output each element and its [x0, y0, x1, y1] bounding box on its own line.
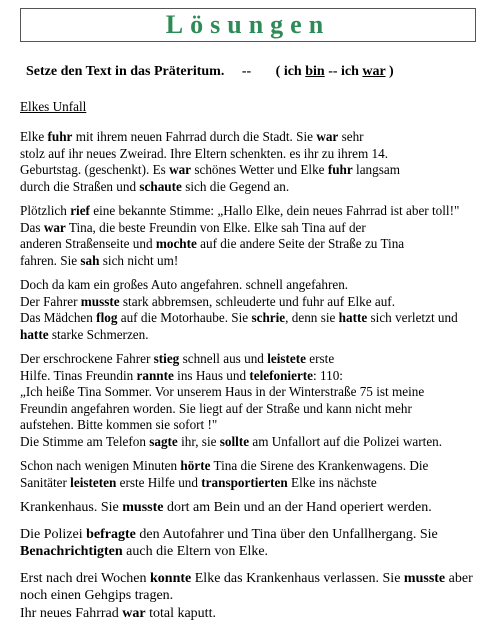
text-segment: Elke	[20, 129, 48, 144]
verb-solution: sah	[80, 252, 100, 268]
story-paragraph	[20, 203, 490, 269]
text-segment: schnell aus und	[179, 351, 268, 366]
instruction-bin: bin	[305, 64, 325, 79]
verb-solution: sagte	[149, 433, 178, 449]
story-paragraph	[20, 351, 490, 450]
text-line	[20, 401, 490, 418]
text-segment: Doch da kam ein großes Auto angefahren. schnell angefahren.	[20, 277, 349, 292]
verb-solution: leisteten	[70, 474, 117, 490]
text-segment: Krankenhaus. Sie	[20, 500, 123, 515]
text-segment: Hilfe. Tinas Freundin	[20, 367, 137, 383]
story-paragraph	[20, 499, 490, 517]
verb-solution: fuhr	[327, 162, 353, 177]
text-line	[20, 277, 490, 294]
text-segment: fahren. Sie	[20, 252, 81, 268]
text-segment: „Ich heiße Tina Sommer. Vor unserem Haus in der Winterstraße 75 ist meine	[20, 384, 425, 399]
text-segment: Tina die Sirene des Krankenwagens. Die	[210, 458, 429, 473]
text-segment: : 110:	[313, 367, 343, 383]
text-segment: Der erschrockene Fahrer	[20, 351, 154, 366]
instruction-separator: -- ich	[324, 64, 363, 79]
text-segment: erste Hilfe und	[116, 474, 202, 490]
verb-solution: war	[122, 605, 146, 621]
text-segment: Ihr neues Fahrrad	[20, 605, 123, 621]
text-segment: mit ihrem neuen Fahrrad durch die Stadt. Sie	[72, 129, 317, 144]
text-segment: Erst nach drei Wochen	[20, 570, 151, 586]
instruction-close: )	[385, 64, 394, 79]
text-line	[20, 458, 490, 475]
verb-solution: rannte	[136, 367, 174, 383]
text-segment: ins Haus und	[173, 367, 250, 383]
text-line	[20, 587, 490, 605]
verb-solution: transportierten	[201, 474, 288, 490]
text-segment: den Autofahrer und Tina über den Unfallhergang. Sie	[135, 526, 438, 542]
text-segment: Plötzlich	[20, 203, 71, 218]
text-line	[20, 220, 490, 237]
verb-solution: schrie	[251, 310, 286, 325]
story-paragraph	[20, 277, 490, 343]
text-segment: aufstehen. Bitte kommen sie sofort !"	[20, 417, 218, 432]
text-segment: stolz auf ihr neues Zweirad. Ihre Eltern schenkten. es ihr zu ihrem 14.	[20, 145, 389, 161]
text-segment: Schon nach wenigen Minuten	[20, 458, 181, 473]
text-segment: stark abbremsen, schleuderte und fuhr auf Elke auf.	[119, 293, 395, 309]
text-segment: Freundin angefahren worden. Sie liegt auf der Straße und kann nicht mehr	[20, 400, 412, 416]
text-line	[20, 236, 490, 253]
text-segment: sich nicht um!	[99, 252, 179, 268]
verb-solution: rief	[70, 203, 90, 218]
instruction-separator: -- ( ich	[224, 64, 306, 79]
title-box	[20, 8, 476, 42]
text-line	[20, 384, 490, 401]
verb-solution: stieg	[153, 351, 180, 366]
verb-solution: leistete	[267, 351, 306, 366]
text-line	[20, 351, 490, 368]
text-segment: , denn sie	[285, 310, 339, 325]
verb-solution: telefonierte	[249, 367, 314, 383]
text-segment: aber	[445, 570, 473, 586]
story-paragraphs	[20, 129, 490, 622]
text-segment: Elke das Krankenhaus verlassen. Sie	[191, 570, 404, 586]
verb-solution: flog	[96, 310, 118, 325]
text-segment: Das	[20, 219, 44, 235]
text-line	[20, 543, 490, 561]
text-segment: sich die Gegend an.	[181, 178, 290, 194]
text-segment: auf die Motorhaube. Sie	[117, 310, 252, 325]
text-line	[20, 526, 490, 544]
text-segment: Sanitäter	[20, 474, 71, 490]
text-segment: auf die andere Seite der Straße zu Tina	[196, 236, 405, 251]
text-segment: Die Polizei	[20, 526, 87, 542]
verb-solution: musste	[80, 293, 120, 309]
verb-solution: musste	[403, 570, 446, 586]
text-segment: erste	[306, 351, 335, 366]
text-segment: noch einen Gehgips tragen.	[20, 588, 174, 603]
verb-solution: war	[43, 219, 66, 235]
story-paragraph	[20, 129, 490, 195]
text-line	[20, 162, 490, 179]
text-line	[20, 310, 490, 327]
text-segment: sehr	[338, 129, 364, 144]
text-segment: total kaputt.	[145, 605, 216, 621]
text-line	[20, 499, 490, 517]
verb-solution: befragte	[86, 526, 136, 542]
text-segment: langsam	[352, 162, 400, 177]
verb-solution: war	[169, 162, 192, 177]
text-segment: Der Fahrer	[20, 293, 81, 309]
story-paragraph	[20, 458, 490, 491]
text-line	[20, 417, 490, 434]
verb-solution: mochte	[155, 236, 197, 251]
text-line	[20, 203, 490, 220]
text-line	[20, 368, 490, 385]
story	[20, 98, 490, 631]
text-line	[20, 253, 490, 270]
text-line	[20, 146, 490, 163]
page-title: Lösungen	[165, 10, 331, 39]
text-segment: durch die Straßen und	[20, 178, 140, 194]
verb-solution: war	[316, 129, 339, 144]
verb-solution: hatte	[20, 326, 49, 342]
text-line	[20, 179, 490, 196]
text-line	[20, 475, 490, 492]
verb-solution: fuhr	[47, 129, 73, 144]
text-segment: Tina, die beste Freundin von Elke. Elke sah Tina auf der	[65, 219, 366, 235]
verb-solution: hatte	[338, 310, 368, 325]
text-segment: Geburtstag. (geschenkt). Es	[20, 162, 170, 177]
story-title: Elkes Unfall	[20, 99, 87, 114]
text-segment: starke Schmerzen.	[48, 326, 149, 342]
verb-solution: Benachrichtigten	[20, 544, 123, 559]
text-line	[20, 570, 490, 588]
text-segment: Elke ins nächste	[287, 474, 377, 490]
text-segment: schönes Wetter und Elke	[191, 162, 328, 177]
instruction-war: war	[362, 64, 386, 79]
text-line	[20, 605, 490, 623]
verb-solution: hörte	[180, 458, 211, 473]
text-segment: eine bekannte Stimme: „Hallo Elke, dein neues Fahrrad ist aber toll!"	[89, 203, 460, 218]
verb-solution: musste	[122, 500, 164, 515]
verb-solution: konnte	[150, 570, 192, 586]
instruction-line	[26, 64, 486, 80]
story-paragraph	[20, 526, 490, 561]
text-segment: Die Stimme am Telefon	[20, 433, 150, 449]
text-segment: ihr, sie	[177, 433, 220, 449]
story-paragraph	[20, 570, 490, 623]
text-segment: anderen Straßenseite und	[20, 236, 156, 251]
text-segment: Das Mädchen	[20, 310, 97, 325]
text-segment: am Unfallort auf die Polizei warten.	[249, 433, 443, 449]
text-segment: dort am Bein und an der Hand operiert werden.	[163, 500, 432, 515]
text-line	[20, 294, 490, 311]
text-line	[20, 129, 490, 146]
instruction-text: Setze den Text in das Präteritum.	[26, 64, 225, 79]
text-line	[20, 434, 490, 451]
text-segment: sich verletzt und	[367, 310, 458, 325]
text-line	[20, 327, 490, 344]
verb-solution: schaute	[139, 178, 182, 194]
text-segment: auch die Eltern von Elke.	[122, 544, 269, 559]
verb-solution: sollte	[219, 433, 250, 449]
